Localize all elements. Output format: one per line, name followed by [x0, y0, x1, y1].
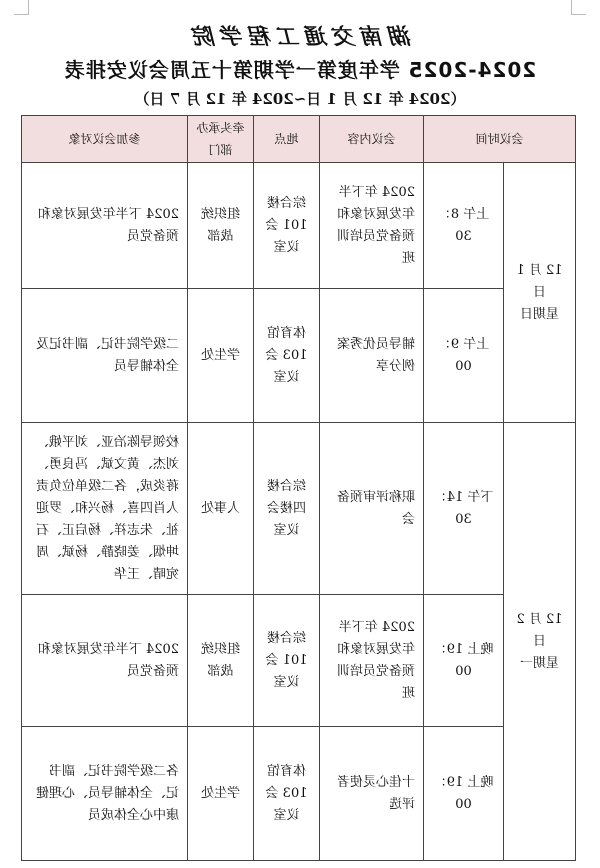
attendees-cell: 2024 下半年发展对象和预备党员 — [21, 595, 187, 727]
table-row — [21, 163, 575, 289]
table-row — [21, 289, 575, 423]
location-cell: 综合楼 101 会议室 — [253, 595, 319, 727]
attendees-cell: 二级学院书记、副书记及全体辅导员 — [21, 289, 187, 423]
time-cell: 晚上 19：00 — [423, 595, 503, 727]
department-cell: 组织统战部 — [187, 163, 253, 289]
college-name: 湖南交通工程学院 — [188, 24, 413, 50]
page-title: 2024-2025 学年度第一学期第十五周会议安排表 — [63, 58, 537, 82]
date-range: （2024 年 12 月 1 日~2024 年 12 月 7 日） — [134, 90, 466, 108]
time-cell: 上午 9：00 — [423, 289, 503, 423]
time-cell: 下午 14：30 — [423, 423, 503, 595]
meeting-schedule-table — [21, 115, 576, 861]
date-weekday: 星期一 — [520, 655, 560, 671]
page-corner-mark — [14, 0, 29, 15]
content-cell: 2024 年下半年发展对象和预备党员培训班 — [319, 163, 423, 289]
header-meeting-content: 会议内容 — [319, 116, 423, 163]
table-row — [21, 423, 575, 595]
page-corner-mark — [571, 0, 586, 15]
location-cell: 体育馆 103 会议室 — [253, 727, 319, 861]
header-location: 地点 — [253, 116, 319, 163]
date-day: 12 月 2 日 — [516, 611, 563, 649]
attendees-cell: 各二级学院书记、副书记、全体辅导员、心理健康中心全体成员 — [21, 727, 187, 861]
content-cell: 2024 年下半年发展对象和预备党员培训班 — [319, 595, 423, 727]
department-cell: 人事处 — [187, 423, 253, 595]
time-cell: 上午 8：30 — [423, 163, 503, 289]
date-day: 12 月 1 日 — [516, 262, 563, 300]
department-cell: 学生处 — [187, 289, 253, 423]
table-row — [21, 727, 575, 861]
header-meeting-time: 会议时间 — [423, 116, 575, 163]
location-cell: 综合楼 101 会议室 — [253, 163, 319, 289]
department-cell: 组织统战部 — [187, 595, 253, 727]
table-header-row — [21, 116, 575, 163]
location-cell: 综合楼四楼会议室 — [253, 423, 319, 595]
header-lead-department: 牵头承办部门 — [187, 116, 253, 163]
attendees-cell: 2024 下半年发展对象和预备党员 — [21, 163, 187, 289]
time-cell: 晚上 19：00 — [423, 727, 503, 861]
date-weekday: 星期日 — [520, 306, 560, 322]
content-cell: 十佳心灵使者评选 — [319, 727, 423, 861]
table-row — [21, 595, 575, 727]
date-cell — [504, 163, 576, 423]
header-attendees: 参加会议对象 — [21, 116, 187, 163]
content-cell: 职称评审预备会 — [319, 423, 423, 595]
department-cell: 学生处 — [187, 727, 253, 861]
date-cell — [504, 423, 576, 861]
content-cell: 辅导员优秀案例分享 — [319, 289, 423, 423]
location-cell: 体育馆 103 会议室 — [253, 289, 319, 423]
attendees-cell: 校领导陈冶亚、刘平娥、刘杰、黄文斌、冯良勇、蒋炎成，各二级单位负责人肖四喜、杨兴和、罗迎祉、朱志祥、杨启正、石坤烟、姜晓静、杨斌、周宛晴、王华 — [21, 423, 187, 595]
